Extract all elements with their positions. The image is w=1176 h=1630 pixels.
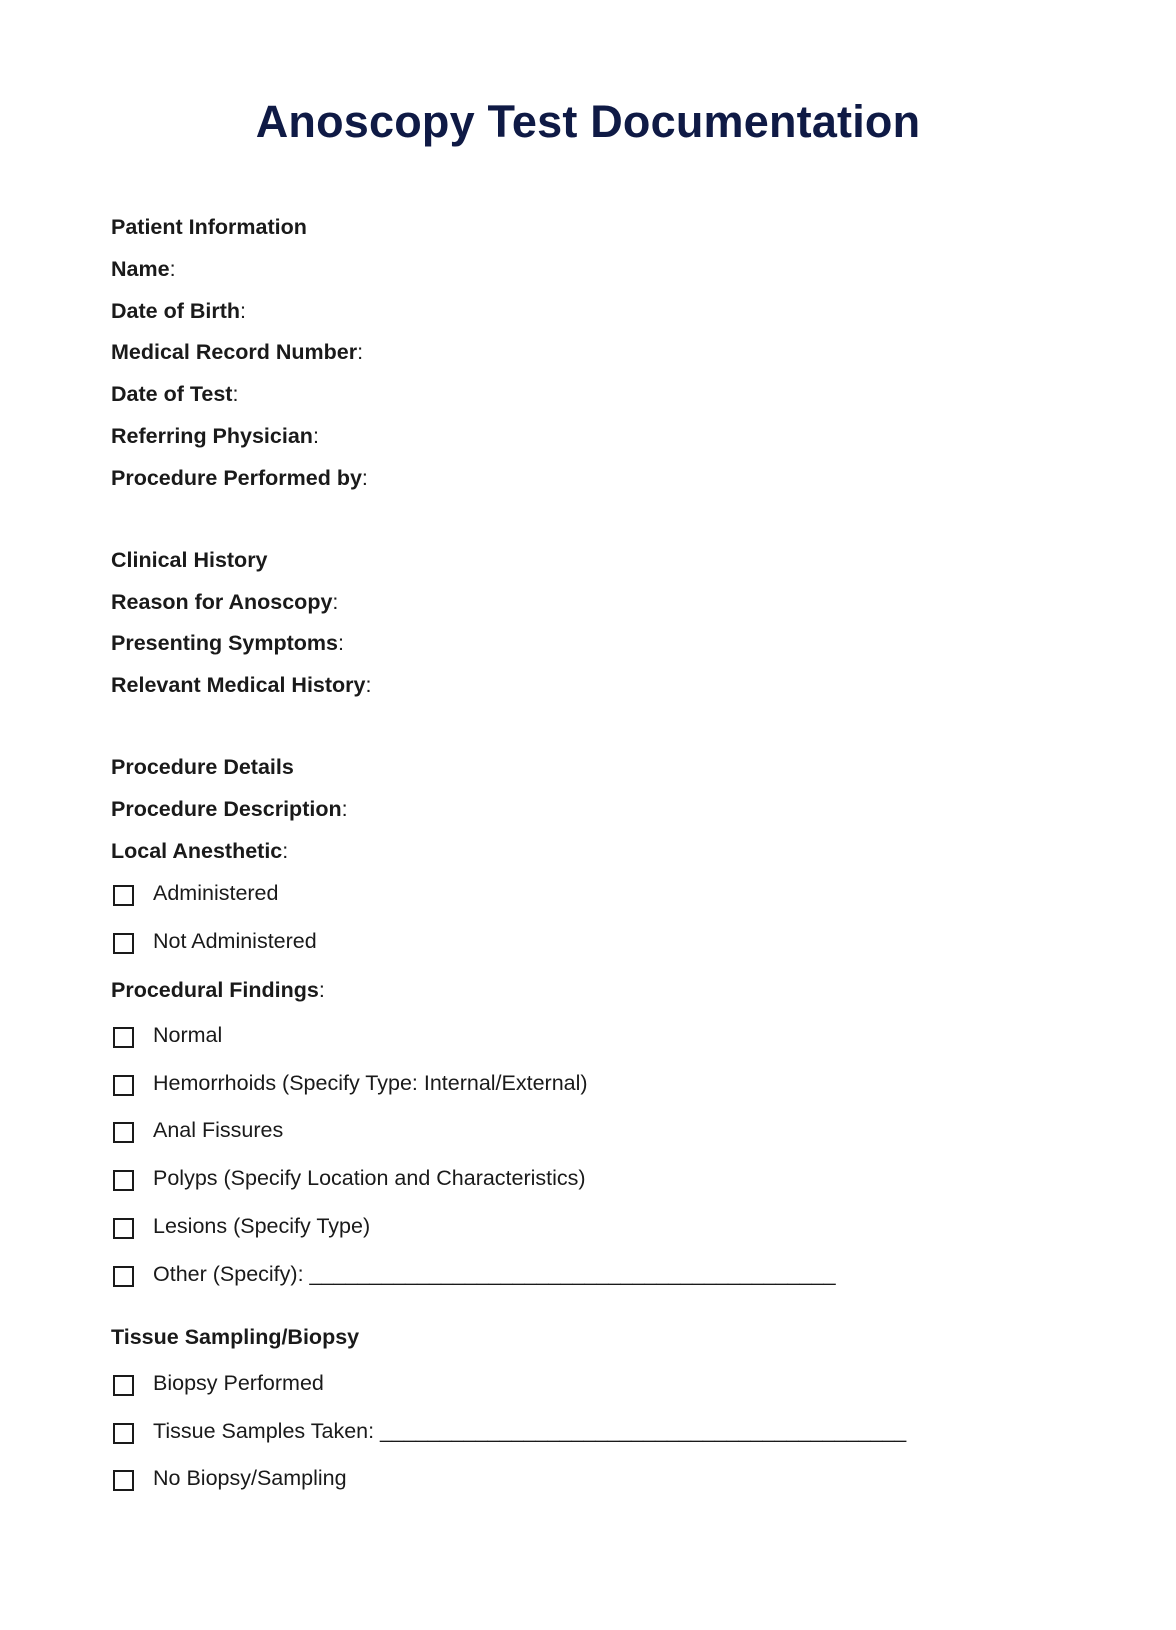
checkbox[interactable] [113,1375,134,1396]
checkbox[interactable] [113,933,134,954]
checkbox-label: Administered [153,881,279,905]
checkbox-label: No Biopsy/Sampling [153,1466,347,1490]
checkbox-label: Hemorrhoids (Specify Type: Internal/External) [153,1071,588,1095]
checkbox-label: Tissue Samples Taken: ____________________________________________ [153,1419,907,1443]
checkbox[interactable] [113,1027,134,1048]
field-local-anesthetic: Local Anesthetic: [111,839,289,863]
checkbox[interactable] [113,1266,134,1287]
field-procedure-description: Procedure Description: [111,797,348,821]
field-date-of-birth: Date of Birth: [111,299,246,323]
section-heading-tissue-sampling: Tissue Sampling/Biopsy [111,1325,360,1349]
section-heading-patient-information: Patient Information [111,215,307,239]
section-heading-procedure-details: Procedure Details [111,755,294,779]
checkbox-label: Normal [153,1023,223,1047]
field-date-of-test: Date of Test: [111,382,239,406]
checkbox-label: Lesions (Specify Type) [153,1214,371,1238]
field-relevant-medical-history: Relevant Medical History: [111,673,372,697]
checkbox[interactable] [113,1170,134,1191]
checkbox[interactable] [113,1423,134,1444]
checkbox[interactable] [113,1075,134,1096]
checkbox[interactable] [113,1218,134,1239]
field-referring-physician: Referring Physician: [111,424,319,448]
field-procedural-findings: Procedural Findings: [111,978,325,1002]
field-presenting-symptoms: Presenting Symptoms: [111,631,344,655]
checkbox-label: Polyps (Specify Location and Characteristics) [153,1166,586,1190]
field-procedure-performed-by: Procedure Performed by: [111,466,368,490]
page-title: Anoscopy Test Documentation [255,96,921,147]
field-reason-for-anoscopy: Reason for Anoscopy: [111,590,339,614]
checkbox[interactable] [113,1470,134,1491]
checkbox-label: Other (Specify): ____________________________________________ [153,1262,836,1286]
checkbox-label: Biopsy Performed [153,1371,324,1395]
checkbox[interactable] [113,1122,134,1143]
checkbox-label: Anal Fissures [153,1118,284,1142]
checkbox-label: Not Administered [153,929,317,953]
section-heading-clinical-history: Clinical History [111,548,268,572]
checkbox[interactable] [113,885,134,906]
field-medical-record-number: Medical Record Number: [111,340,364,364]
field-name: Name: [111,257,176,281]
